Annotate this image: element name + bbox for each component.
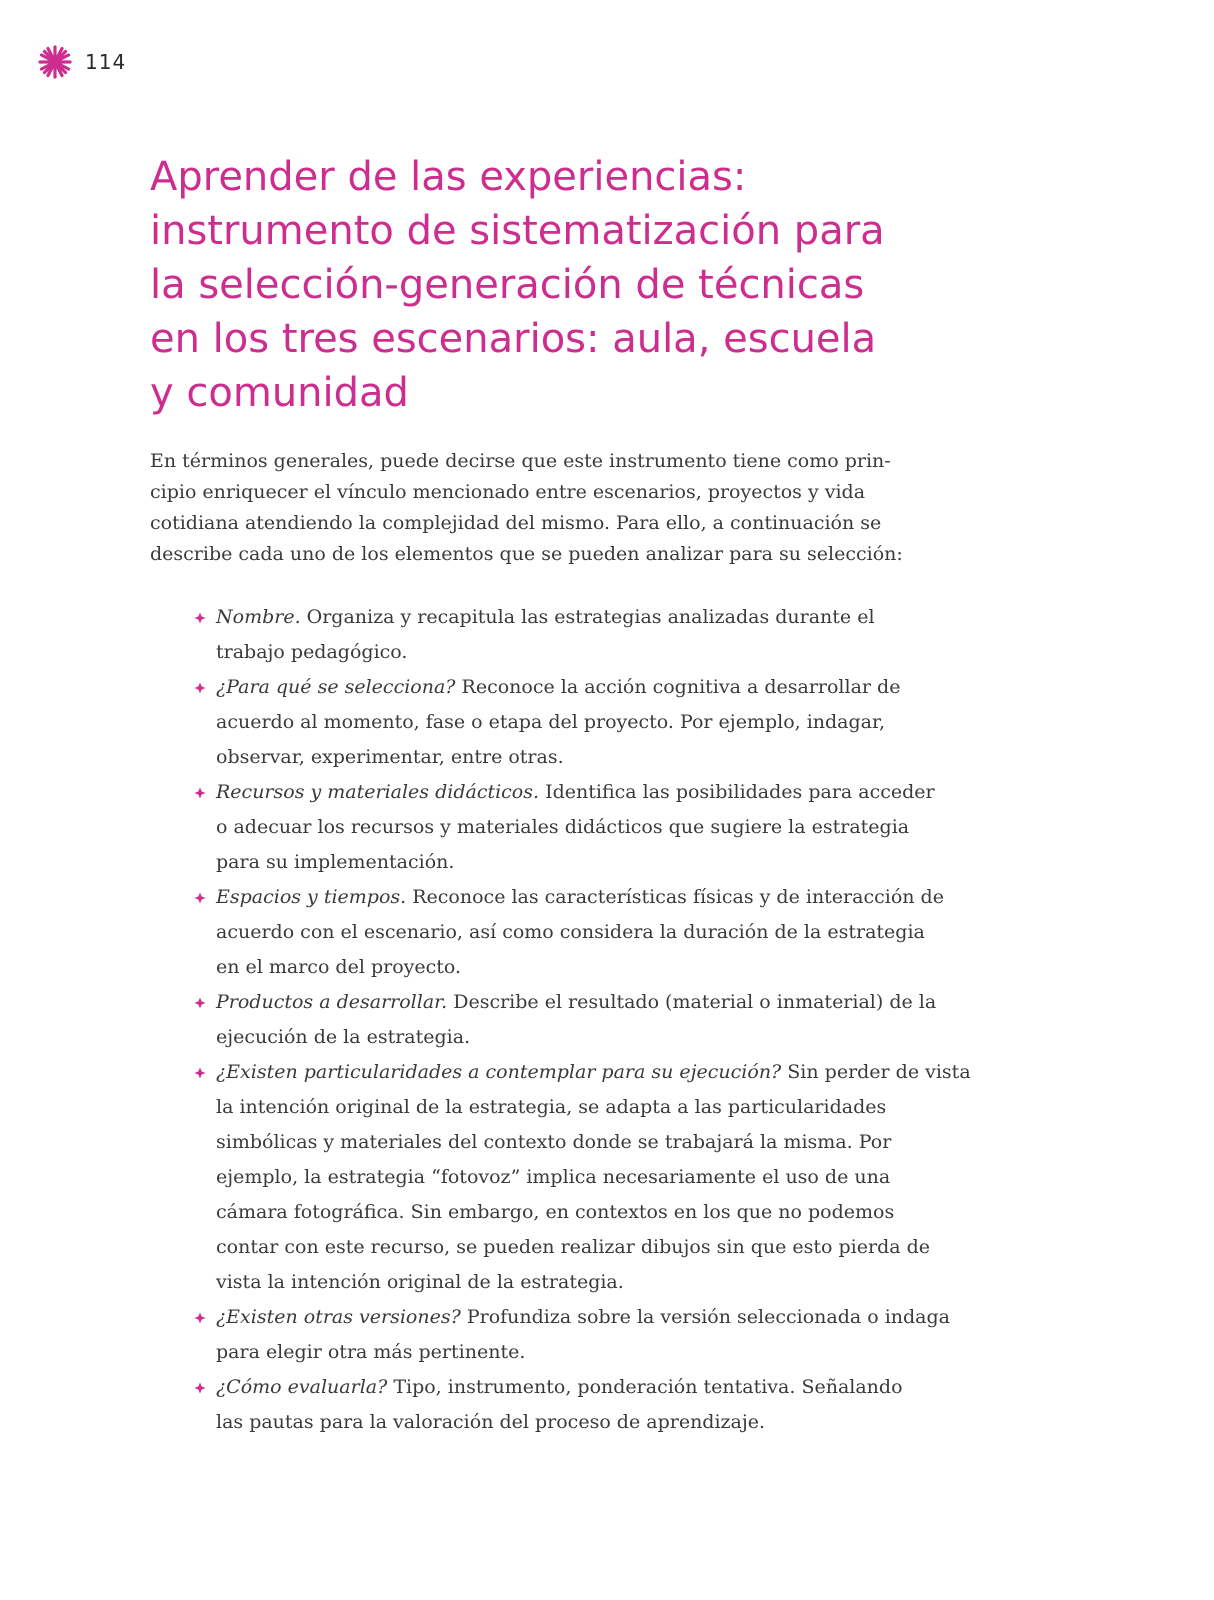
list-item [194, 1055, 971, 1300]
item-term: Productos a desarrollar. [216, 991, 448, 1013]
item-line [216, 1055, 971, 1090]
item-line [216, 600, 914, 635]
list-item [194, 880, 944, 985]
item-line [216, 1370, 914, 1405]
item-line [216, 670, 914, 705]
item-text: Tipo, instrumento, ponderación tentativa. Señalando [387, 1376, 903, 1398]
item-text: Organiza y recapitula las estrategias analizadas durante el [300, 606, 875, 628]
item-line: o adecuar los recursos y materiales didácticos que sugiere la estrategia [216, 816, 910, 838]
list-item [194, 1370, 914, 1440]
item-line: acuerdo al momento, fase o etapa del proyecto. Por ejemplo, indagar, [216, 711, 886, 733]
item-term: ¿Existen otras versiones? [216, 1306, 461, 1328]
item-line: ejemplo, la estrategia “fotovoz” implica necesariamente el uso de una [216, 1166, 891, 1188]
bullet-icon [194, 682, 206, 694]
item-line: la intención original de la estrategia, se adapta a las particularidades [216, 1096, 887, 1118]
section-title [150, 150, 910, 420]
intro-paragraph [150, 446, 903, 570]
item-text: Profundiza sobre la versión seleccionada o indaga [460, 1306, 950, 1328]
item-line: para su implementación. [216, 851, 455, 873]
item-text: Reconoce la acción cognitiva a desarrollar de [455, 676, 901, 698]
section-title-line: en los tres escenarios: aula, escuela [150, 316, 877, 362]
intro-line: En términos generales, puede decirse que este instrumento tiene como prin- [150, 450, 891, 472]
item-term: Nombre. [216, 606, 301, 628]
list-item [194, 600, 914, 670]
section-title-line: Aprender de las experiencias: [150, 154, 747, 200]
item-line: contar con este recurso, se pueden realizar dibujos sin que esto pierda de [216, 1236, 931, 1258]
item-term: Espacios y tiempos. [216, 886, 407, 908]
section-title-line: instrumento de sistematización para [150, 208, 885, 254]
bullet-icon [194, 1312, 206, 1324]
item-line: las pautas para la valoración del proceso de aprendizaje. [216, 1411, 766, 1433]
bullet-icon [194, 892, 206, 904]
item-line [216, 1300, 950, 1335]
item-line: acuerdo con el escenario, así como considera la duración de la estrategia [216, 921, 925, 943]
bullet-icon [194, 612, 206, 624]
item-text: Reconoce las características físicas y de interacción de [406, 886, 944, 908]
item-text: Describe el resultado (material o inmaterial) de la [447, 991, 937, 1013]
item-line: trabajo pedagógico. [216, 641, 408, 663]
item-line: en el marco del proyecto. [216, 956, 462, 978]
item-line: ejecución de la estrategia. [216, 1026, 471, 1048]
item-term: ¿Existen particularidades a contemplar para su ejecución? [216, 1061, 782, 1083]
item-term: ¿Cómo evaluarla? [216, 1376, 388, 1398]
item-line: vista la intención original de la estrategia. [216, 1271, 624, 1293]
bullet-icon [194, 787, 206, 799]
asterisk-icon [37, 44, 73, 80]
item-line: simbólicas y materiales del contexto donde se trabajará la misma. Por [216, 1131, 892, 1153]
item-line [216, 775, 935, 810]
item-line: para elegir otra más pertinente. [216, 1341, 526, 1363]
item-term: Recursos y materiales didácticos. [216, 781, 540, 803]
list-item [194, 775, 935, 880]
item-line: observar, experimentar, entre otras. [216, 746, 564, 768]
list-item [194, 670, 914, 775]
item-line: cámara fotográfica. Sin embargo, en contextos en los que no podemos [216, 1201, 895, 1223]
list-item [194, 1300, 950, 1370]
intro-line: describe cada uno de los elementos que se pueden analizar para su selección: [150, 543, 903, 565]
page-header [37, 42, 126, 82]
bullet-icon [194, 1382, 206, 1394]
section-title-line: la selección-generación de técnicas [150, 262, 865, 308]
item-text: Sin perder de vista [781, 1061, 971, 1083]
intro-line: cipio enriquecer el vínculo mencionado entre escenarios, proyectos y vida [150, 481, 866, 503]
intro-line: cotidiana atendiendo la complejidad del mismo. Para ello, a continuación se [150, 512, 882, 534]
section-title-line: y comunidad [150, 370, 409, 416]
bullet-icon [194, 1067, 206, 1079]
page-number: 114 [85, 50, 127, 74]
item-line [216, 880, 944, 915]
item-term: ¿Para qué se selecciona? [216, 676, 456, 698]
item-line [216, 985, 937, 1020]
item-text: Identifica las posibilidades para acceder [539, 781, 935, 803]
bullet-icon [194, 997, 206, 1009]
elements-list [194, 600, 971, 1440]
list-item [194, 985, 937, 1055]
